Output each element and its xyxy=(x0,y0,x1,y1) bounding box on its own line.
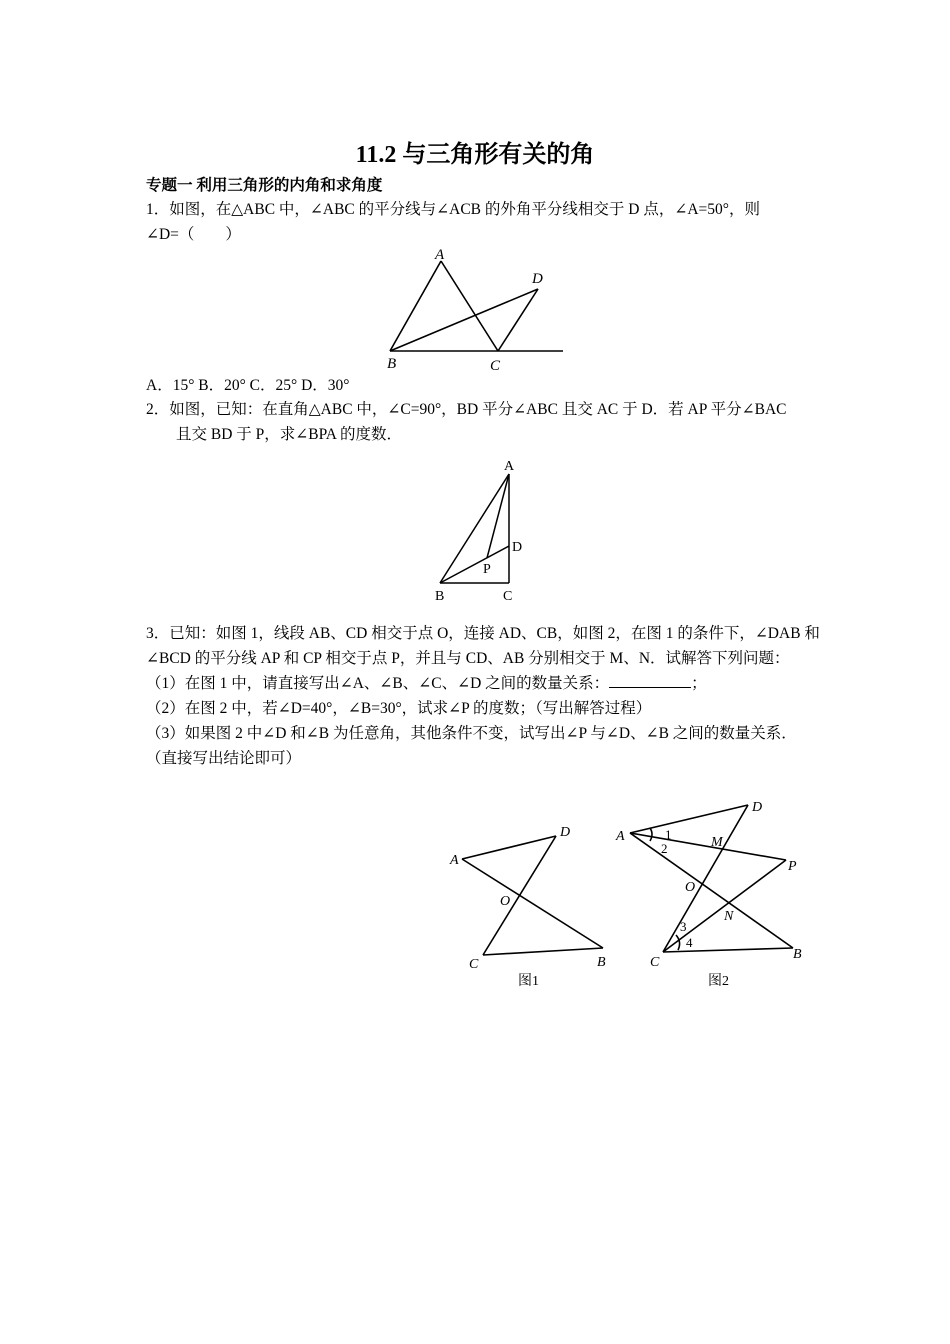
fig1-label-b: B xyxy=(597,955,606,970)
fig1-segment-dc xyxy=(483,836,556,955)
q2-side-ab xyxy=(440,474,509,583)
section-heading: 专题一 利用三角形的内角和求角度 xyxy=(146,177,383,194)
fig2-label-c: C xyxy=(650,955,660,970)
fig1-segment-ad xyxy=(462,836,556,859)
q1-figure xyxy=(380,244,570,376)
q2-label-b: B xyxy=(435,589,445,604)
fig1-label-o: O xyxy=(500,894,511,909)
q1-options: A．15° B．20° C．25° D．30° xyxy=(146,377,350,394)
fig2-angle-1: 1 xyxy=(665,827,672,842)
fig2-label-p: P xyxy=(788,859,797,874)
q3-part1 xyxy=(146,673,707,695)
fig2-segment-cb xyxy=(663,948,793,952)
q1-side-ab xyxy=(390,261,441,351)
q3-part1-end: ； xyxy=(691,675,707,692)
fig1-label-d: D xyxy=(560,825,571,840)
q2-figure xyxy=(425,454,535,606)
fig2-label-n: N xyxy=(724,909,734,924)
fig2-segment-ab xyxy=(630,833,793,948)
fig2-label-a: A xyxy=(616,829,625,844)
q2-bisector-ap xyxy=(487,474,509,558)
fig2-segment-dc xyxy=(663,805,748,952)
q3-figure-2 xyxy=(610,790,820,995)
fig2-label-b: B xyxy=(793,947,802,962)
q1-label-a: A xyxy=(435,247,445,263)
answer-blank xyxy=(609,673,691,688)
q2-line1: 2．如图，已知：在直角△ABC 中，∠C=90°，BD 平分∠ABC 且交 AC 于 D．若 AP 平分∠BAC xyxy=(146,401,787,418)
q2-label-p: P xyxy=(483,562,491,577)
q1-label-c: C xyxy=(490,358,501,374)
fig2-caption: 图2 xyxy=(708,974,729,989)
q3-part3-note: （直接写出结论即可） xyxy=(146,750,302,767)
q2-bisector-bd xyxy=(440,546,509,583)
fig2-angle-3: 3 xyxy=(680,919,687,934)
q1-label-b: B xyxy=(387,356,397,372)
fig2-label-o: O xyxy=(685,880,696,895)
q1-label-d: D xyxy=(532,271,543,287)
q1-side-ac xyxy=(441,261,498,351)
q3-part2: （2）在图 2 中，若∠D=40°，∠B=30°，试求∠P 的度数；（写出解答过程） xyxy=(146,700,652,717)
q2-label-a: A xyxy=(504,459,515,474)
fig2-angle-arc-a xyxy=(650,828,652,841)
page-title: 11.2 与三角形有关的角 xyxy=(355,142,595,168)
q3-part1-text: （1）在图 1 中，请直接写出∠A、∠B、∠C、∠D 之间的数量关系： xyxy=(146,675,610,692)
q1-segment-cd xyxy=(498,289,538,351)
fig1-segment-cb xyxy=(483,948,603,955)
q3-figure-1 xyxy=(440,790,620,995)
fig2-angle-2: 2 xyxy=(661,841,668,856)
q3-part3: （3）如果图 2 中∠D 和∠B 为任意角，其他条件不变，试写出∠P 与∠D、∠B 之间的数量关系． xyxy=(146,725,797,742)
q2-line2: 且交 BD 于 P，求∠BPA 的度数． xyxy=(176,426,403,443)
fig2-bisector-cp xyxy=(663,860,786,952)
q3-line1: 3．已知：如图 1，线段 AB、CD 相交于点 O，连接 AD、CB，如图 2，在图 1 的条件下，∠DAB 和 xyxy=(146,625,820,642)
fig1-caption: 图1 xyxy=(518,974,539,989)
q2-label-d: D xyxy=(512,540,523,555)
q2-label-c: C xyxy=(503,589,513,604)
q3-line2: ∠BCD 的平分线 AP 和 CP 相交于点 P，并且与 CD、AB 分别相交于 M、N．试解答下列问题： xyxy=(146,650,790,667)
q1-line1: 1．如图，在△ABC 中，∠ABC 的平分线与∠ACB 的外角平分线相交于 D 点，∠A=50°，则 xyxy=(146,201,760,218)
fig2-label-m: M xyxy=(711,835,723,850)
fig2-angle-4: 4 xyxy=(686,935,693,950)
fig2-label-d: D xyxy=(752,800,763,815)
q1-line2: ∠D=（ ） xyxy=(146,226,241,243)
fig1-label-c: C xyxy=(469,957,479,972)
fig1-segment-ab xyxy=(462,859,603,948)
fig2-segment-ad xyxy=(630,805,748,833)
fig1-label-a: A xyxy=(450,853,459,868)
fig2-bisector-ap xyxy=(630,833,786,860)
